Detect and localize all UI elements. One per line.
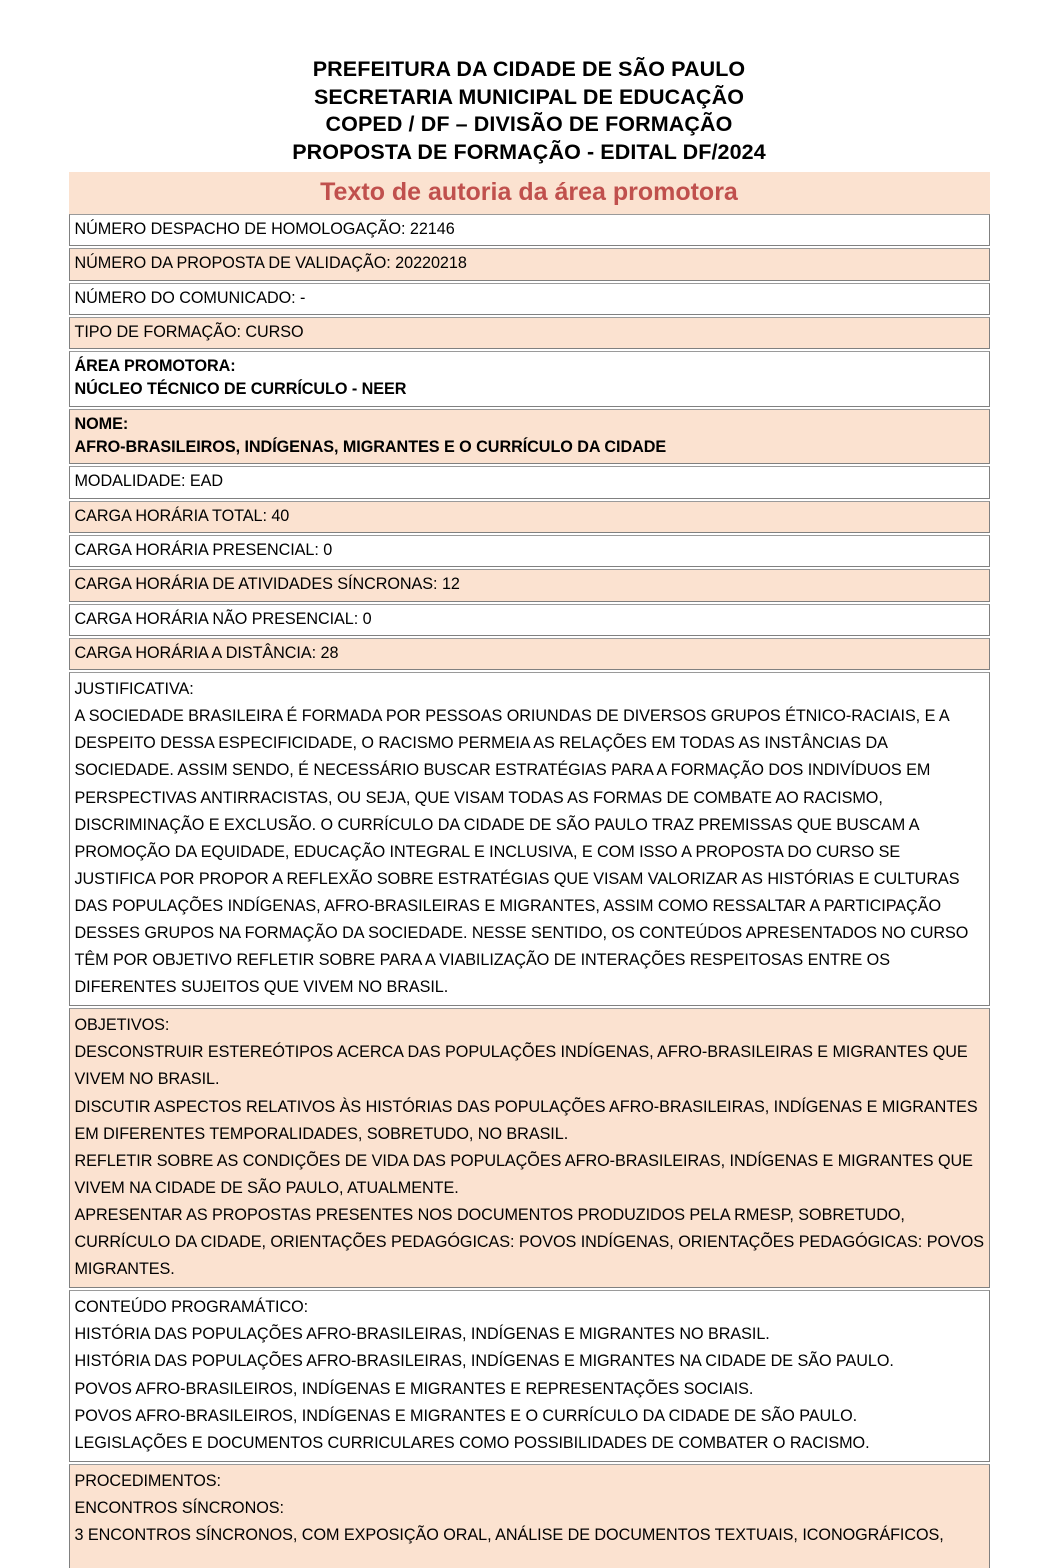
row-area-promotora: [69, 351, 990, 407]
carga-horaria-nao-presencial-text: CARGA HORÁRIA NÃO PRESENCIAL: 0: [74, 609, 372, 628]
justificativa-label: JUSTIFICATIVA:: [74, 680, 194, 699]
row-justificativa: [69, 672, 990, 1006]
numero-proposta-validacao-text: NÚMERO DA PROPOSTA DE VALIDAÇÃO: 20220218: [74, 254, 467, 273]
procedimentos-label: PROCEDIMENTOS:: [74, 1471, 222, 1490]
row-carga-horaria-total: [69, 501, 990, 533]
authorship-banner-text: Texto de autoria da área promotora: [320, 178, 738, 206]
objetivos-label: OBJETIVOS:: [74, 1016, 170, 1035]
carga-horaria-presencial-text: CARGA HORÁRIA PRESENCIAL: 0: [74, 540, 333, 559]
document-heading: [0, 0, 1058, 166]
heading-line-proposta: PROPOSTA DE FORMAÇÃO - EDITAL DF/2024: [292, 139, 766, 164]
row-conteudo-programatico: [69, 1290, 990, 1462]
area-promotora-value: NÚCLEO TÉCNICO DE CURRÍCULO - NEER: [74, 380, 407, 399]
conteudo-programatico-label: CONTEÚDO PROGRAMÁTICO:: [74, 1298, 309, 1317]
carga-horaria-total-text: CARGA HORÁRIA TOTAL: 40: [74, 506, 290, 525]
row-carga-horaria-nao-presencial: [69, 604, 990, 636]
objetivos-item: REFLETIR SOBRE AS CONDIÇÕES DE VIDA DAS POPULAÇÕES AFRO-BRASILEIRAS, INDÍGENAS E MIGRANTES QUE VIVEM NA CIDADE DE SÃO PAULO, ATUALMENTE.: [74, 1151, 973, 1197]
row-modalidade: [69, 466, 990, 498]
area-promotora-label: ÁREA PROMOTORA:: [74, 357, 236, 376]
objetivos-item: DISCUTIR ASPECTOS RELATIVOS ÀS HISTÓRIAS DAS POPULAÇÕES AFRO-BRASILEIRAS, INDÍGENAS E MIGRANTES EM DIFERENTES TEMPORALIDADES, SOBRETUDO, NO BRASIL.: [74, 1097, 978, 1143]
nome-value: AFRO-BRASILEIROS, INDÍGENAS, MIGRANTES E O CURRÍCULO DA CIDADE: [74, 438, 667, 457]
tipo-formacao-text: TIPO DE FORMAÇÃO: CURSO: [74, 322, 304, 341]
heading-line-prefeitura: PREFEITURA DA CIDADE DE SÃO PAULO: [312, 57, 746, 81]
conteudo-programatico-item: POVOS AFRO-BRASILEIROS, INDÍGENAS E MIGRANTES E O CURRÍCULO DA CIDADE DE SÃO PAULO.: [74, 1406, 858, 1425]
row-tipo-formacao: [69, 317, 990, 349]
row-numero-comunicado: [69, 283, 990, 315]
row-objetivos: [69, 1008, 990, 1288]
numero-comunicado-text: NÚMERO DO COMUNICADO: -: [74, 288, 306, 307]
procedimentos-first-line: 3 ENCONTROS SÍNCRONOS, COM EXPOSIÇÃO ORAL, ANÁLISE DE DOCUMENTOS TEXTUAIS, ICONOGRÁFICOS,: [74, 1525, 944, 1544]
carga-horaria-sincronas-text: CARGA HORÁRIA DE ATIVIDADES SÍNCRONAS: 12: [74, 575, 460, 594]
conteudo-programatico-item: HISTÓRIA DAS POPULAÇÕES AFRO-BRASILEIRAS, INDÍGENAS E MIGRANTES NA CIDADE DE SÃO PAULO.: [74, 1352, 894, 1371]
modalidade-text: MODALIDADE: EAD: [74, 472, 224, 491]
proposal-table: [69, 214, 990, 1568]
objetivos-item: APRESENTAR AS PROPOSTAS PRESENTES NOS DOCUMENTOS PRODUZIDOS PELA RMESP, SOBRETUDO, CURRÍCULO DA CIDADE, ORIENTAÇÕES PEDAGÓGICAS: POVOS INDÍGENAS, ORIENTAÇÕES PEDAGÓGICAS: POVOS MIGRANTES.: [74, 1205, 985, 1279]
conteudo-programatico-item: HISTÓRIA DAS POPULAÇÕES AFRO-BRASILEIRAS, INDÍGENAS E MIGRANTES NO BRASIL.: [74, 1325, 770, 1344]
row-carga-horaria-presencial: [69, 535, 990, 567]
procedimentos-subtitle: ENCONTROS SÍNCRONOS:: [74, 1498, 284, 1517]
heading-line-coped: COPED / DF – DIVISÃO DE FORMAÇÃO: [325, 112, 733, 136]
conteudo-programatico-item: LEGISLAÇÕES E DOCUMENTOS CURRICULARES COMO POSSIBILIDADES DE COMBATER O RACISMO.: [74, 1433, 870, 1452]
heading-line-secretaria: SECRETARIA MUNICIPAL DE EDUCAÇÃO: [313, 84, 745, 109]
nome-label: NOME:: [74, 414, 129, 433]
numero-despacho-text: NÚMERO DESPACHO DE HOMOLOGAÇÃO: 22146: [74, 220, 455, 238]
carga-horaria-distancia-text: CARGA HORÁRIA A DISTÂNCIA: 28: [74, 643, 339, 662]
objetivos-item: DESCONSTRUIR ESTEREÓTIPOS ACERCA DAS POPULAÇÕES INDÍGENAS, AFRO-BRASILEIRAS E MIGRANTES QUE VIVEM NO BRASIL.: [74, 1043, 968, 1089]
authorship-banner: [69, 172, 990, 214]
row-carga-horaria-distancia: [69, 638, 990, 670]
row-carga-horaria-sincronas: [69, 569, 990, 601]
row-numero-proposta-validacao: [69, 248, 990, 280]
row-nome: [69, 409, 990, 465]
row-numero-despacho: [69, 214, 990, 246]
conteudo-programatico-item: POVOS AFRO-BRASILEIROS, INDÍGENAS E MIGRANTES E REPRESENTAÇÕES SOCIAIS.: [74, 1379, 754, 1398]
row-procedimentos: [69, 1464, 990, 1568]
justificativa-body: A SOCIEDADE BRASILEIRA É FORMADA POR PESSOAS ORIUNDAS DE DIVERSOS GRUPOS ÉTNICO-RACIAIS, E A DESPEITO DESSA ESPECIFICIDADE, O RACISMO PERMEIA AS RELAÇÕES EM TODAS AS INSTÂNCIAS DA SOCIEDADE. ASSIM SENDO, É NECESSÁRIO BUSCAR ESTRATÉGIAS PARA A FORMAÇÃO DOS INDIVÍDUOS EM PERSPECTIVAS ANTIRRACISTAS, OU SEJA, QUE VISAM TODAS AS FORMAS DE COMBATE AO RACISMO, DISCRIMINAÇÃO E EXCLUSÃO. O CURRÍCULO DA CIDADE DE SÃO PAULO TRAZ PREMISSAS QUE BUSCAM A PROMOÇÃO DA EQUIDADE, EDUCAÇÃO INTEGRAL E INCLUSIVA, E COM ISSO A PROPOSTA DO CURSO SE JUSTIFICA POR PROPOR A REFLEXÃO SOBRE ESTRATÉGIAS QUE VISAM VALORIZAR AS HISTÓRIAS E CULTURAS DAS POPULAÇÕES INDÍGENAS, AFRO-BRASILEIRAS E MIGRANTES, ASSIM COMO RESSALTAR A PARTICIPAÇÃO DESSES GRUPOS NA FORMAÇÃO DA SOCIEDADE. NESSE SENTIDO, OS CONTEÚDOS APRESENTADOS NO CURSO TÊM POR OBJETIVO REFLETIR SOBRE PARA A VIABILIZAÇÃO DE INTERAÇÕES RESPEITOSAS ENTRE OS DIFERENTES SUJEITOS QUE VIVEM NO BRASIL.: [74, 707, 969, 997]
